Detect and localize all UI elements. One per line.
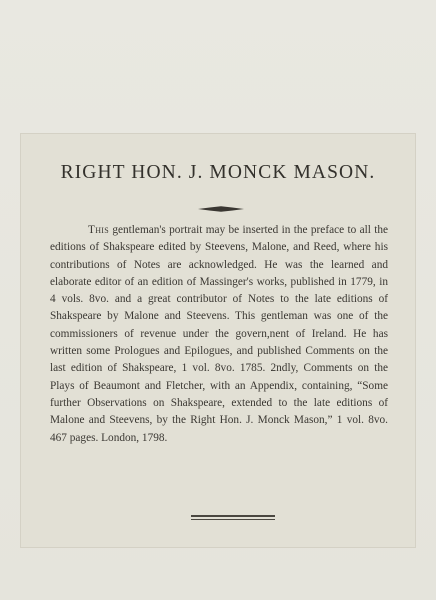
biography-text: gentleman's portrait may be inserted in the preface to all the editions of Shakspeare edited by Steevens, Malone, and Reed, where his contributions of Notes are acknowledged. He was the learned and elaborate editor of an edition of Massinger's works, published in 1779, in 4 vols. 8vo. and a great contributor of Notes to the late editions of Shakspeare by Malone and Steevens. This gentleman was one of the commissioners of revenue under the govern,nent of Ireland. He has written some Prologues and Epilogues, and published Comments on the last edition of Shakspeare, 1 vol. 8vo. 1785. 2ndly, Comments on the Plays of Beaumont and Fletcher, with an Appendix, containing, “Some further Observations on Shakspeare, extended to the late editions of Malone and Steevens, by the Right Hon. J. Monck Mason,” 1 vol. 8vo. 467 pages. London, 1798. <box>50 224 389 444</box>
closing-rule-thick <box>191 515 275 517</box>
closing-rule-thin <box>191 519 275 520</box>
ornament-divider-icon <box>198 205 244 213</box>
page-title: RIGHT HON. J. MONCK MASON. <box>60 162 376 183</box>
lead-word: This <box>88 224 109 236</box>
biography-paragraph <box>50 222 388 447</box>
